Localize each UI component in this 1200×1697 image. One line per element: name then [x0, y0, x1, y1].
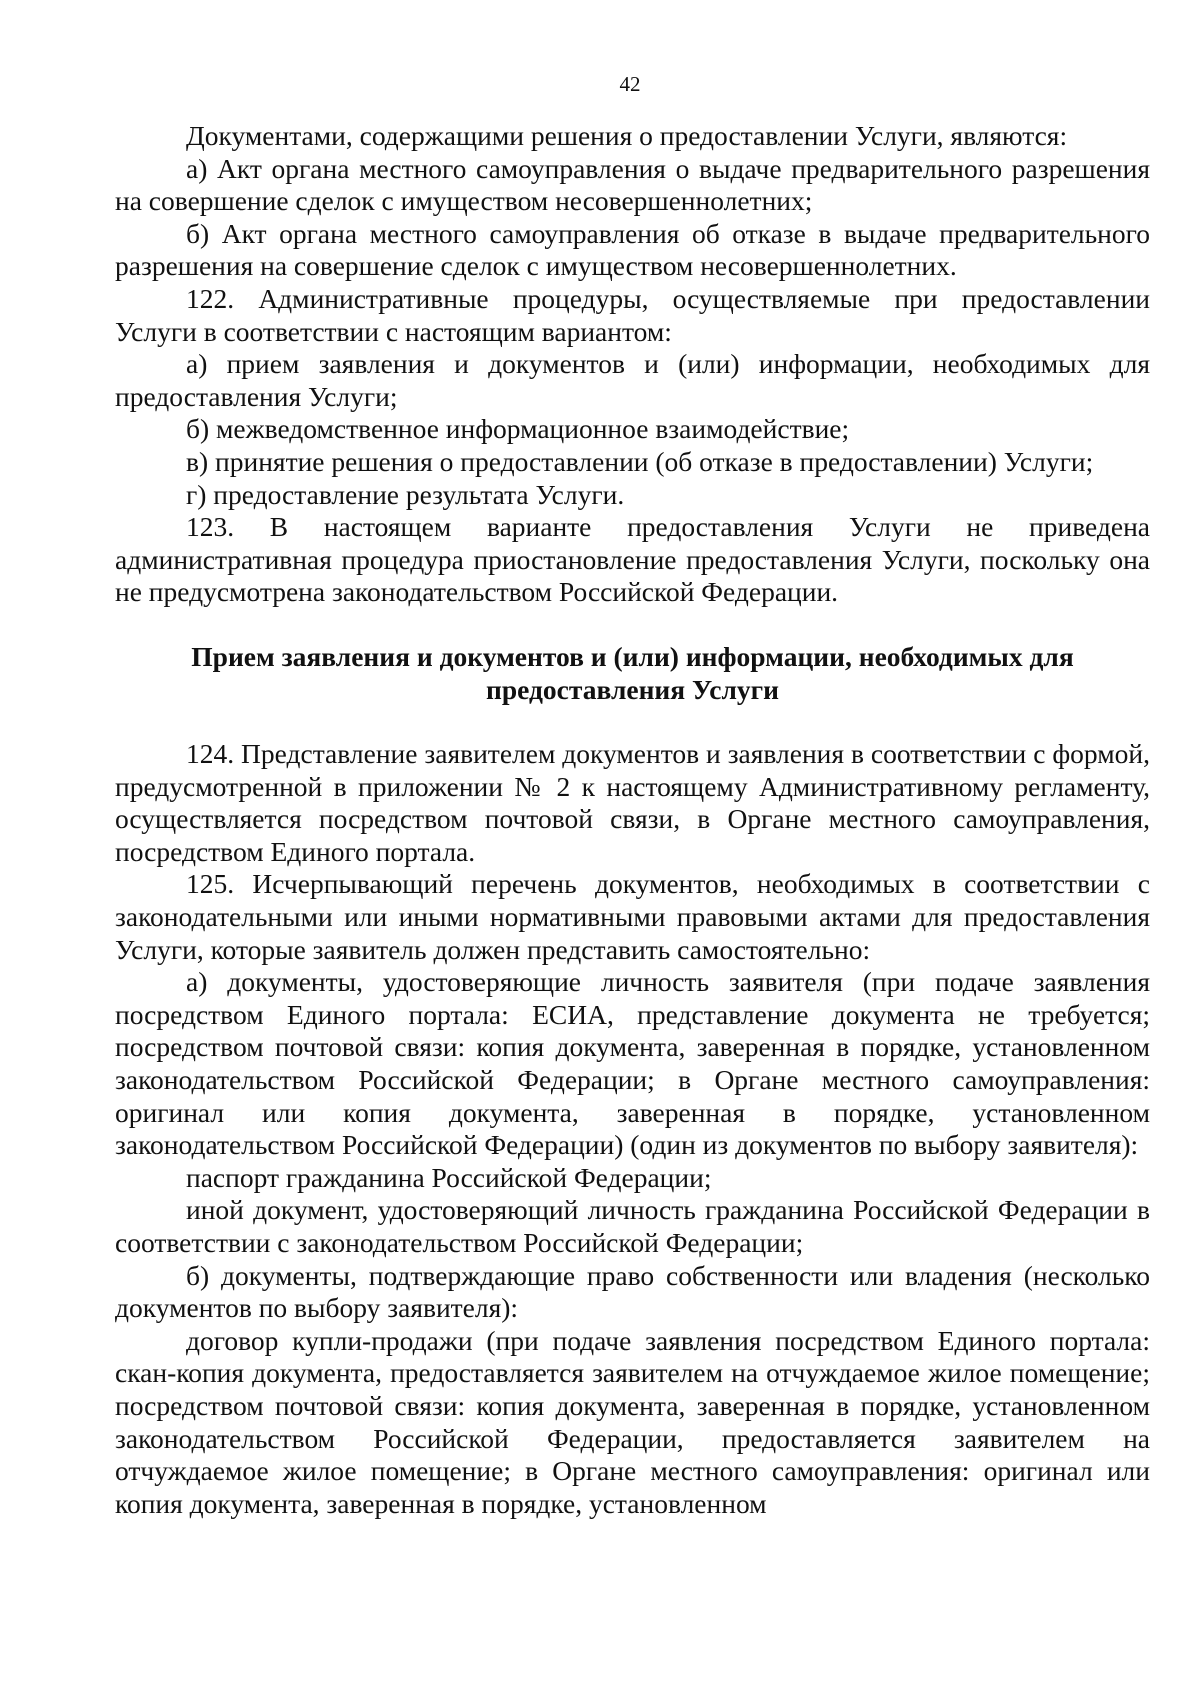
paragraph-decision-documents: Документами, содержащими решения о предоставлении Услуги, являются: — [186, 120, 1068, 151]
paragraph-124: 124. Представление заявителем документов и заявления в соответствии с формой, предусмотренной в приложении № 2 к настоящему Административному регламенту, осуществляется посредством почтовой связи, в Органе местного самоуправления, посредством Единого портала. — [115, 738, 1150, 867]
paragraph-passport: паспорт гражданина Российской Федерации; — [186, 1161, 712, 1193]
paragraph-122-v: в) принятие решения о предоставлении (об отказе в предоставлении) Услуги; — [186, 445, 1094, 477]
paragraph-125: 125. Исчерпывающий перечень документов, необходимых в соответствии с законодательными или иными нормативными правовыми актами для предоставления Услуги, которые заявитель должен представить самостоятельно: — [115, 868, 1150, 965]
section-heading — [115, 641, 1150, 706]
document-body — [115, 120, 1150, 1520]
paragraph-123: 123. В настоящем варианте предоставления Услуги не приведена административная процедура приостановление предоставления Услуги, поскольку она не предусмотрена законодательством Российской Федерации. — [115, 511, 1150, 608]
paragraph-item-b-refusal-act: б) Акт органа местного самоуправления об отказе в выдаче предварительного разрешения на совершение сделок с имуществом несовершеннолетних. — [115, 217, 1150, 282]
paragraph-122-g: г) предоставление результата Услуги. — [186, 478, 625, 510]
paragraph-122: 122. Административные процедуры, осуществляемые при предоставлении Услуги в соответствии с настоящим вариантом: — [115, 282, 1150, 347]
section-heading-line-1: Прием заявления и документов и (или) информации, необходимых для — [191, 640, 1074, 672]
paragraph-122-b: б) межведомственное информационное взаимодействие; — [186, 413, 850, 445]
section-heading-line-2: предоставления Услуги — [486, 673, 779, 705]
paragraph-sale-contract: договор купли-продажи (при подаче заявления посредством Единого портала: скан-копия документа, предоставляется заявителем на отчуждаемое жилое помещение; посредством почтовой связи: копия документа, заверенная в порядке, установленном законодательством Российской Федерации, предоставляется заявителем на отчуждаемое жилое помещение; в Органе местного самоуправления: оригинал или копия документа, заверенная в порядке, установленном — [115, 1324, 1150, 1519]
page-number: 42 — [619, 72, 641, 96]
paragraph-122-a: а) прием заявления и документов и (или) информации, необходимых для предоставления Услуги; — [115, 348, 1150, 412]
paragraph-item-a-issue-act: а) Акт органа местного самоуправления о выдаче предварительного разрешения на совершение сделок с имуществом несовершеннолетних; — [115, 152, 1150, 217]
paragraph-125-a: а) документы, удостоверяющие личность заявителя (при подаче заявления посредством Единого портала: ЕСИА, представление документа не требуется; посредством почтовой связи: копия документа, заверенная в порядке, установленном законодательством Российской Федерации; в Органе местного самоуправления: оригинал или копия документа, заверенная в порядке, установленном законодательством Российской Федерации) (один из документов по выбору заявителя): — [115, 966, 1150, 1161]
paragraph-other-id: иной документ, удостоверяющий личность гражданина Российской Федерации в соответствии с законодательством Российской Федерации; — [115, 1194, 1150, 1258]
paragraph-125-b: б) документы, подтверждающие право собственности или владения (несколько документов по выбору заявителя): — [115, 1259, 1150, 1324]
